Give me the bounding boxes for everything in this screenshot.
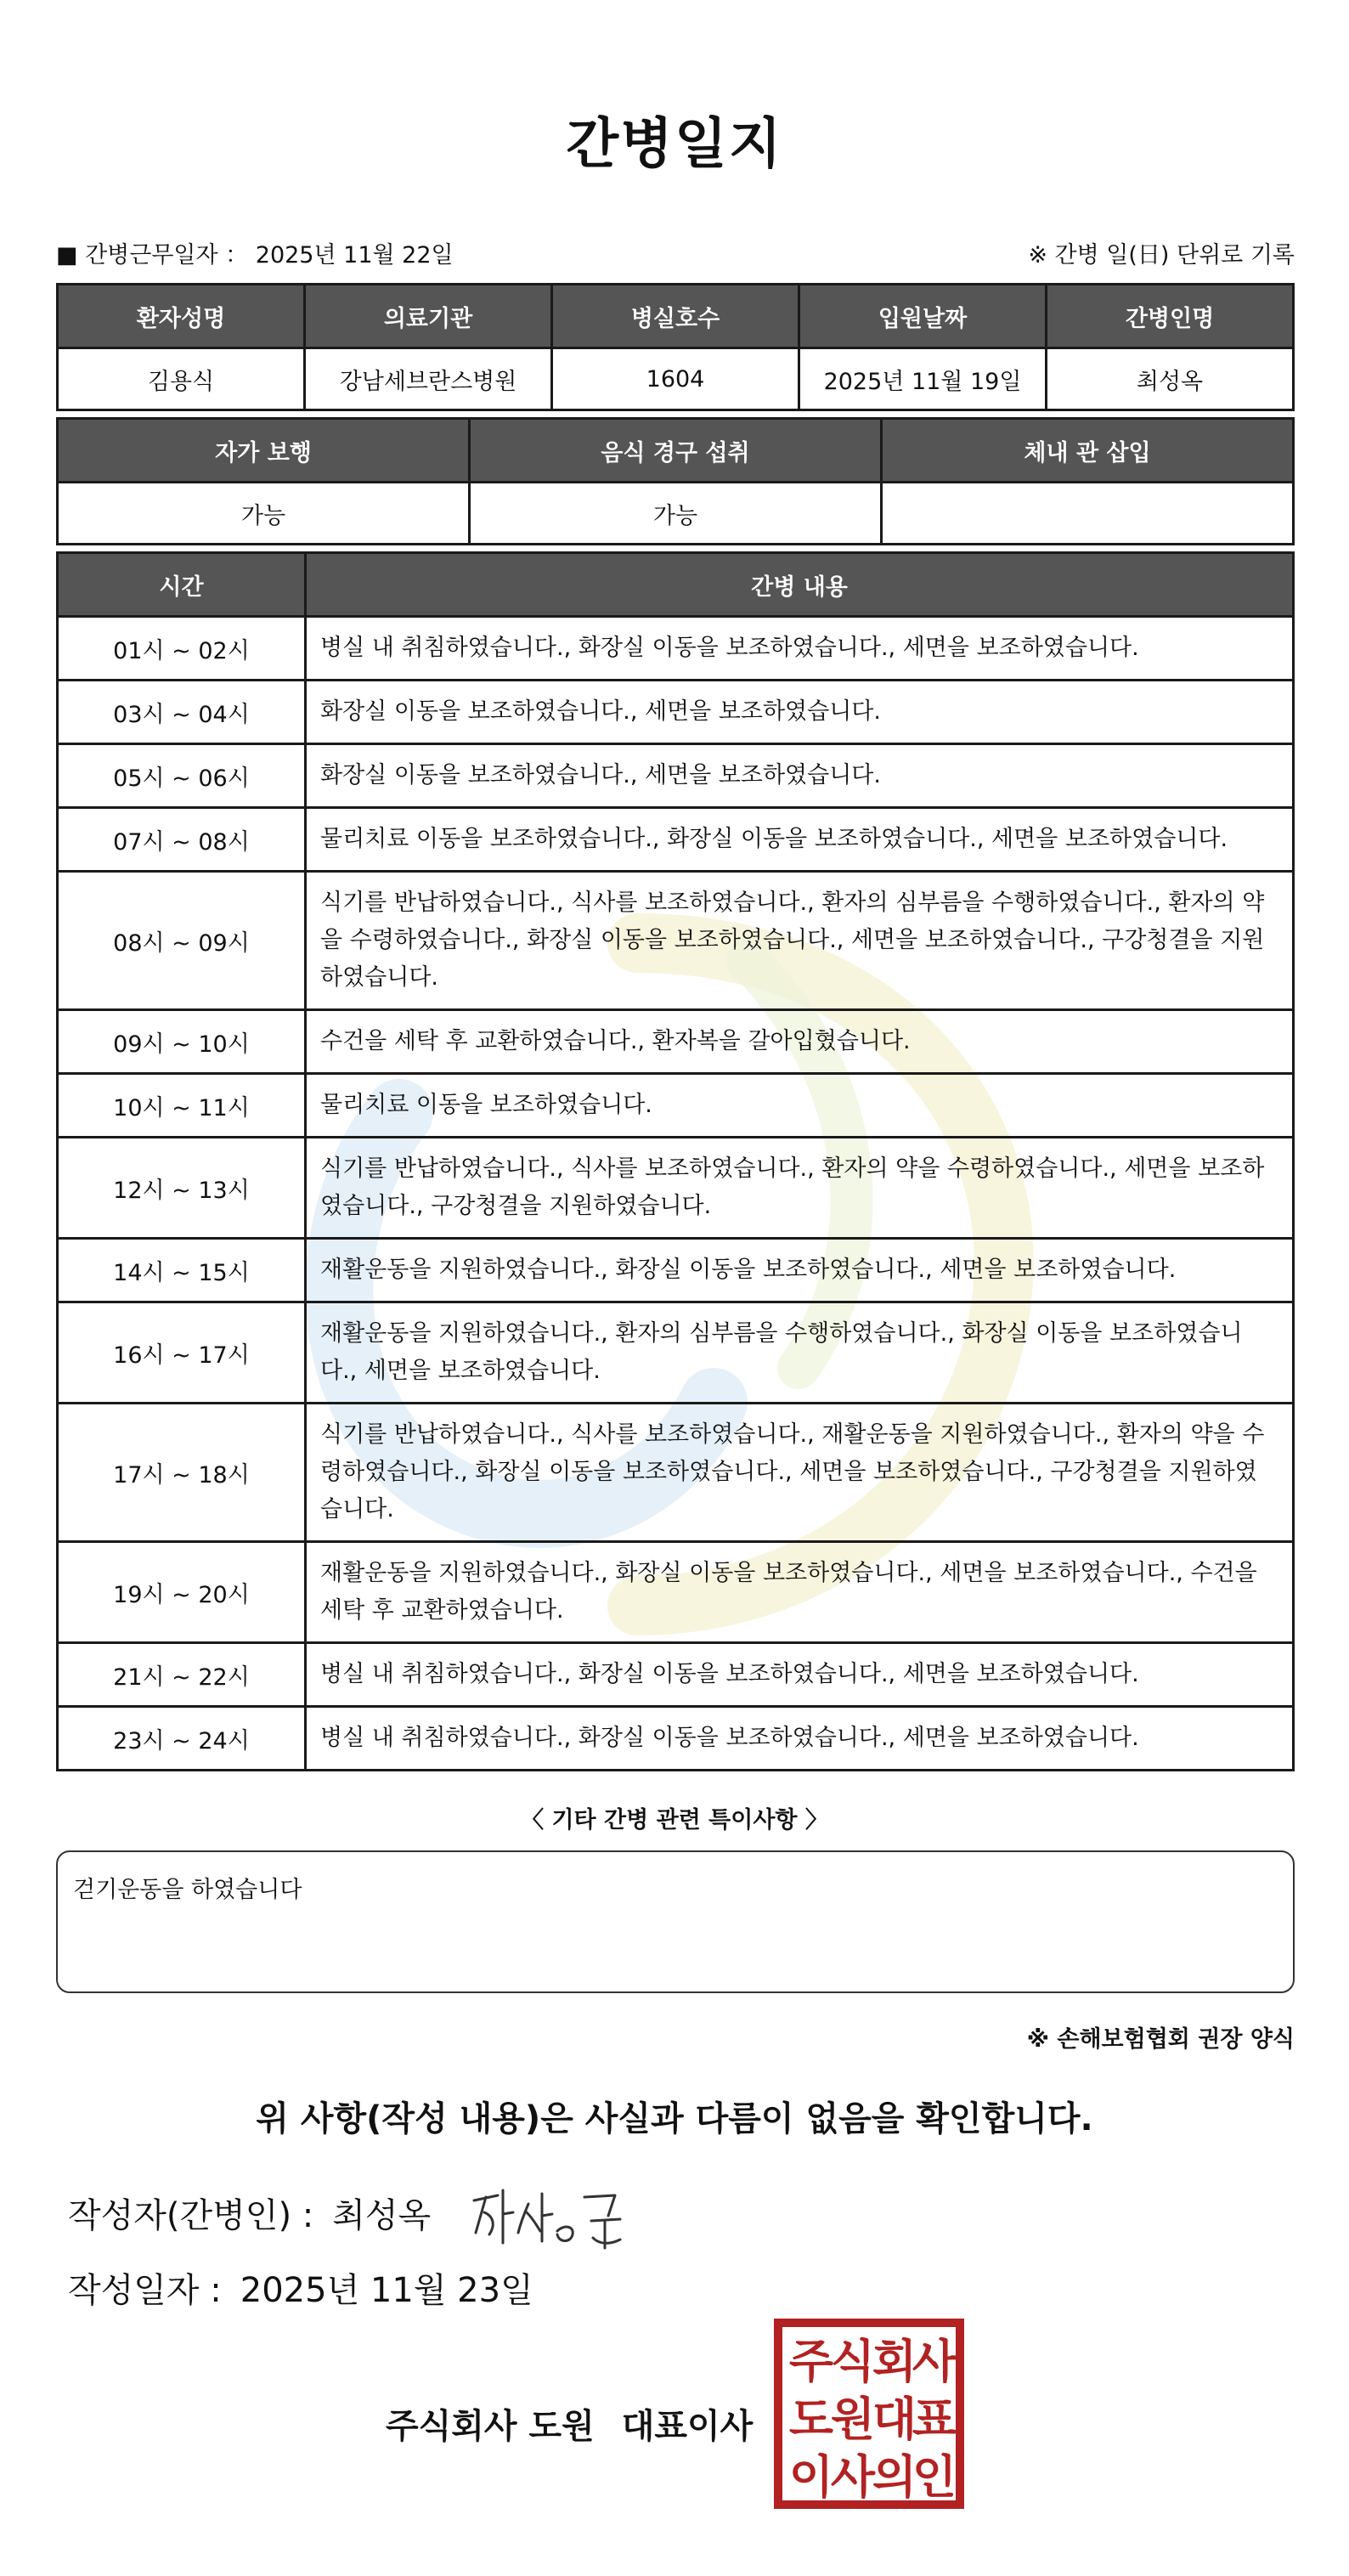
- care-time: 09시 ~ 10시: [58, 1010, 306, 1074]
- table-row: [58, 1239, 1294, 1302]
- care-content: 병실 내 취침하였습니다., 화장실 이동을 보조하였습니다., 세면을 보조하였습니다.: [306, 1707, 1294, 1771]
- writer-line: [68, 2189, 431, 2237]
- work-date-label: ■ 간병근무일자 ：: [56, 242, 249, 268]
- admission-date: 2025년 11월 19일: [799, 348, 1047, 410]
- care-time: 23시 ~ 24시: [58, 1707, 306, 1771]
- work-date-value: 2025년 11월 22일: [255, 242, 454, 268]
- patient-info-table: [56, 283, 1295, 411]
- write-date-label: 작성일자 :: [68, 2271, 222, 2310]
- patient-info-value-row: [58, 348, 1294, 410]
- caregiver-name: 최성옥: [1047, 348, 1294, 410]
- care-content: 재활운동을 지원하였습니다., 화장실 이동을 보조하였습니다., 세면을 보조하였습니다.: [306, 1239, 1294, 1302]
- care-content: 화장실 이동을 보조하였습니다., 세면을 보조하였습니다.: [306, 744, 1294, 808]
- status-header-row: [58, 419, 1294, 483]
- table-row: [58, 617, 1294, 681]
- oral-intake-value: 가능: [470, 483, 882, 545]
- table-row: [58, 1074, 1294, 1138]
- work-date-row: [56, 236, 1295, 270]
- recommended-form-note: ※ 손해보험협회 권장 양식: [1026, 2026, 1295, 2053]
- handwritten-signature: [464, 2182, 634, 2258]
- care-content: 식기를 반납하였습니다., 식사를 보조하였습니다., 환자의 심부름을 수행하였습니다., 환자의 약을 수령하였습니다., 화장실 이동을 보조하였습니다., 세면을 보조하였습니다., 구강청결을 지원하였습니다.: [306, 872, 1294, 1010]
- daily-record-note: ※ 간병 일(日) 단위로 기록: [1028, 242, 1295, 268]
- work-date: [56, 236, 454, 269]
- svg-text:이: 이: [788, 2450, 834, 2504]
- company-name: 주식회사 도원: [386, 2407, 595, 2446]
- self-walking-value: 가능: [58, 483, 470, 545]
- svg-text:의: 의: [872, 2450, 917, 2504]
- svg-text:회: 회: [872, 2335, 917, 2388]
- hospital-name: 강남세브란스병원: [305, 348, 552, 410]
- care-time: 07시 ~ 08시: [58, 808, 306, 872]
- header-caregiver-name: 간병인명: [1047, 285, 1294, 348]
- care-content: 물리치료 이동을 보조하였습니다., 화장실 이동을 보조하였습니다., 세면을 보조하였습니다.: [306, 808, 1294, 872]
- care-content: 화장실 이동을 보조하였습니다., 세면을 보조하였습니다.: [306, 681, 1294, 744]
- table-row: [58, 744, 1294, 808]
- company-role: 대표이사: [621, 2407, 754, 2446]
- remarks-box: [56, 1850, 1295, 1993]
- writer-name: 최성옥: [332, 2196, 432, 2235]
- header-time: 시간: [58, 553, 306, 617]
- confirmation-statement: 위 사항(작성 내용)은 사실과 다름이 없음을 확인합니다.: [256, 2099, 1093, 2138]
- patient-name: 김용식: [58, 348, 305, 410]
- care-content: 병실 내 취침하였습니다., 화장실 이동을 보조하였습니다., 세면을 보조하였습니다.: [306, 1643, 1294, 1707]
- header-admission-date: 입원날짜: [799, 285, 1047, 348]
- table-row: [58, 1643, 1294, 1707]
- care-content: 재활운동을 지원하였습니다., 화장실 이동을 보조하였습니다., 세면을 보조하였습니다., 수건을 세탁 후 교환하였습니다.: [306, 1542, 1294, 1643]
- svg-text:도: 도: [788, 2392, 834, 2446]
- care-time: 01시 ~ 02시: [58, 617, 306, 681]
- care-time: 14시 ~ 15시: [58, 1239, 306, 1302]
- care-time: 05시 ~ 06시: [58, 744, 306, 808]
- care-content: 물리치료 이동을 보조하였습니다.: [306, 1074, 1294, 1138]
- header-care-content: 간병 내용: [306, 553, 1294, 617]
- patient-info-header-row: [58, 285, 1294, 348]
- svg-text:인: 인: [912, 2450, 957, 2504]
- care-time: 16시 ~ 17시: [58, 1302, 306, 1404]
- care-content: 병실 내 취침하였습니다., 화장실 이동을 보조하였습니다., 세면을 보조하였습니다.: [306, 617, 1294, 681]
- header-room-number: 병실호수: [552, 285, 799, 348]
- care-time: 03시 ~ 04시: [58, 681, 306, 744]
- remarks-text: 걷기운동을 하였습니다: [73, 1877, 302, 1903]
- remarks-title: 〈 기타 간병 관련 특이사항 〉: [521, 1807, 828, 1833]
- tube-insertion-value: [882, 483, 1294, 545]
- svg-text:주: 주: [788, 2335, 834, 2388]
- table-row: [58, 808, 1294, 872]
- header-tube-insertion: 체내 관 삽입: [882, 419, 1294, 483]
- care-time: 08시 ~ 09시: [58, 872, 306, 1010]
- company-line: [386, 2399, 753, 2448]
- company-seal-icon: [773, 2318, 965, 2510]
- table-row: [58, 1010, 1294, 1074]
- svg-text:사: 사: [912, 2335, 957, 2388]
- care-content: 재활운동을 지원하였습니다., 환자의 심부름을 수행하였습니다., 화장실 이동을 보조하였습니다., 세면을 보조하였습니다.: [306, 1302, 1294, 1404]
- care-content: 식기를 반납하였습니다., 식사를 보조하였습니다., 환자의 약을 수령하였습니다., 세면을 보조하였습니다., 구강청결을 지원하였습니다.: [306, 1138, 1294, 1239]
- table-row: [58, 1542, 1294, 1643]
- table-row: [58, 681, 1294, 744]
- svg-text:식: 식: [830, 2335, 876, 2388]
- svg-text:원: 원: [830, 2392, 876, 2446]
- page-title: 간병일지: [566, 113, 783, 176]
- table-row: [58, 1302, 1294, 1404]
- care-time: 21시 ~ 22시: [58, 1643, 306, 1707]
- table-row: [58, 872, 1294, 1010]
- header-self-walking: 자가 보행: [58, 419, 470, 483]
- writer-label: 작성자(간병인) :: [68, 2196, 314, 2235]
- care-content: 식기를 반납하였습니다., 식사를 보조하였습니다., 재활운동을 지원하였습니다., 환자의 약을 수령하였습니다., 화장실 이동을 보조하였습니다., 세면을 보조하였습니다., 구강청결을 지원하였습니다.: [306, 1404, 1294, 1542]
- care-content: 수건을 세탁 후 교환하였습니다., 환자복을 갈아입혔습니다.: [306, 1010, 1294, 1074]
- header-patient-name: 환자성명: [58, 285, 305, 348]
- care-log-table: [56, 551, 1295, 1771]
- care-time: 12시 ~ 13시: [58, 1138, 306, 1239]
- care-time: 10시 ~ 11시: [58, 1074, 306, 1138]
- care-time: 19시 ~ 20시: [58, 1542, 306, 1643]
- patient-status-table: [56, 417, 1295, 545]
- write-date-line: [68, 2263, 533, 2312]
- status-value-row: [58, 483, 1294, 545]
- care-time: 17시 ~ 18시: [58, 1404, 306, 1542]
- table-row: [58, 1707, 1294, 1771]
- table-row: [58, 1404, 1294, 1542]
- room-number: 1604: [552, 348, 799, 410]
- write-date-value: 2025년 11월 23일: [240, 2271, 533, 2310]
- header-oral-intake: 음식 경구 섭취: [470, 419, 882, 483]
- header-hospital: 의료기관: [305, 285, 552, 348]
- svg-text:대: 대: [872, 2392, 917, 2446]
- table-row: [58, 1138, 1294, 1239]
- care-log-header-row: [58, 553, 1294, 617]
- svg-text:표: 표: [912, 2392, 957, 2446]
- svg-text:사: 사: [830, 2450, 876, 2504]
